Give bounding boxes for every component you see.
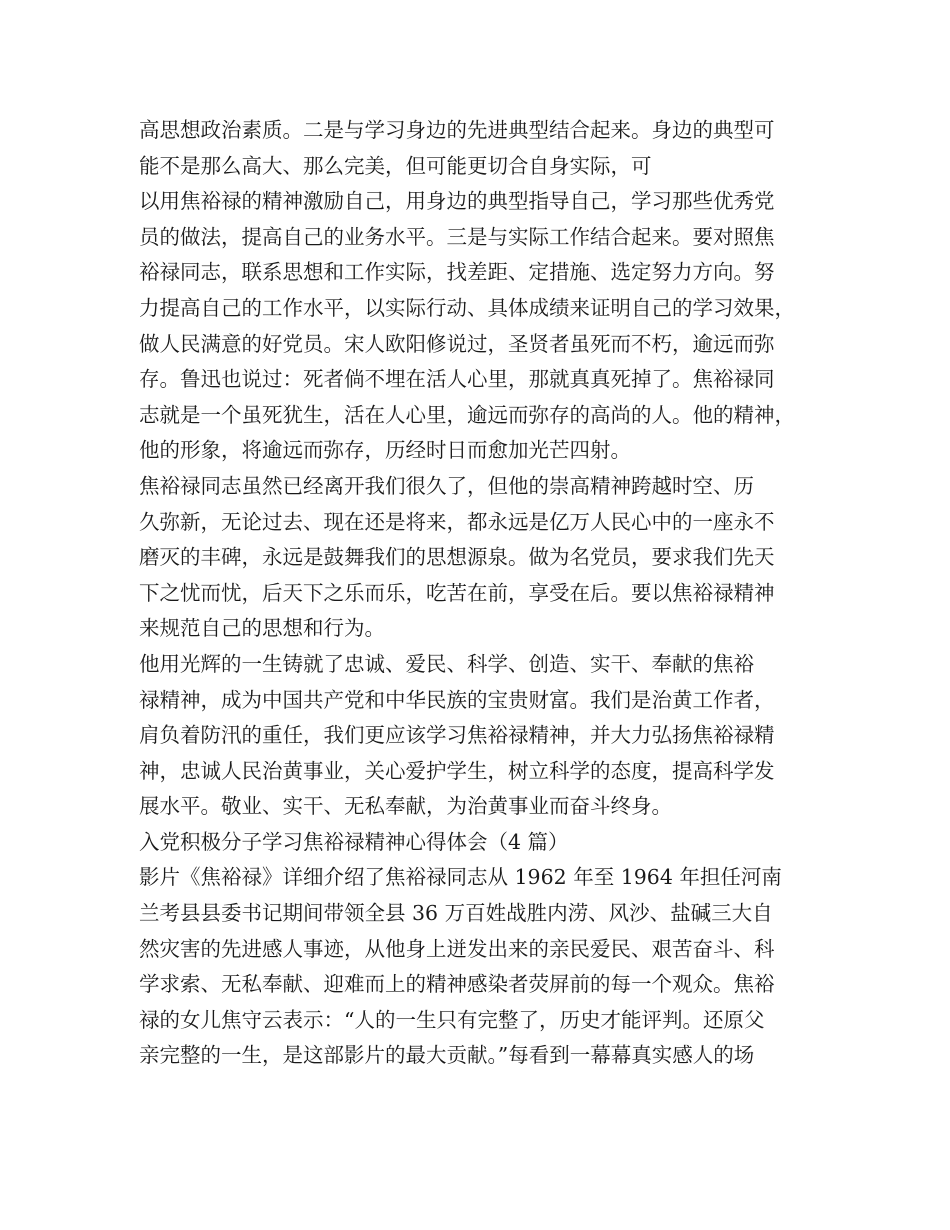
text-line: 做人民满意的好党员。宋人欧阳修说过，圣贤者虽死而不朽，逾远而弥 [139, 331, 775, 356]
text-line: 久弥新，无论过去、现在还是将来，都永远是亿万人民心中的一座永不 [139, 509, 775, 534]
text-line: 高思想政治素质。二是与学习身边的先进典型结合起来。身边的典型可 [139, 118, 775, 142]
text-line: 肩负着防汛的重任，我们更应该学习焦裕禄精神，并大力弘扬焦裕禄精 [139, 723, 775, 748]
text-line: 员的做法，提高自己的业务水平。三是与实际工作结合起来。要对照焦 [139, 224, 775, 249]
text-line: 志就是一个虽死犹生，活在人心里，逾远而弥存的高尚的人。他的精神， [139, 402, 795, 427]
text-line: 磨灭的丰碑，永远是鼓舞我们的思想源泉。做为名党员，要求我们先天 [139, 545, 775, 570]
text-line: 亲完整的一生，是这部影片的最大贡献。”每看到一幕幕真实感人的场 [139, 1043, 755, 1068]
text-line: 禄的女儿焦守云表示：“人的一生只有完整了，历史才能评判。还原父 [139, 1007, 765, 1032]
text-line: 然灾害的先进感人事迹，从他身上迸发出来的亲民爱民、艰苦奋斗、科 [139, 936, 775, 961]
text-line: 学求索、无私奉献、迎难而上的精神感染者荧屏前的每一个观众。焦裕 [139, 972, 775, 997]
text-line: 神，忠诚人民治黄事业，关心爱护学生，树立科学的态度，提高科学发 [139, 758, 775, 783]
text-line: 来规范自己的思想和行为。 [139, 616, 385, 641]
text-line: 以用焦裕禄的精神激励自己，用身边的典型指导自己，学习那些优秀党 [139, 189, 775, 214]
text-line: 裕禄同志，联系思想和工作实际，找差距、定措施、选定努力方向。努 [139, 260, 775, 285]
text-line: 展水平。敬业、实干、无私奉献，为治黄事业而奋斗终身。 [139, 794, 672, 819]
section-heading: 入党积极分子学习焦裕禄精神心得体会（4 篇） [139, 829, 569, 854]
text-line: 他用光辉的一生铸就了忠诚、爱民、科学、创造、实干、奉献的焦裕 [139, 651, 754, 676]
text-line: 下之忧而忧，后天下之乐而乐，吃苦在前，享受在后。要以焦裕禄精神 [139, 580, 775, 605]
text-line: 影片《焦裕禄》详细介绍了焦裕禄同志从 1962 年至 1964 年担任河南 [139, 865, 782, 890]
text-line: 禄精神，成为中国共产党和中华民族的宝贵财富。我们是治黄工作者， [139, 687, 775, 712]
text-line: 他的形象，将逾远而弥存，历经时日而愈加光芒四射。 [139, 438, 631, 463]
text-line: 焦裕禄同志虽然已经离开我们很久了，但他的崇高精神跨越时空、历 [139, 473, 754, 498]
text-line: 能不是那么高大、那么完美，但可能更切合自身实际，可 [139, 153, 652, 178]
text-line: 兰考县县委书记期间带领全县 36 万百姓战胜内涝、风沙、盐碱三大自 [139, 901, 773, 926]
body-text [139, 113, 829, 1074]
text-line: 存。鲁迅也说过：死者倘不埋在活人心里，那就真真死掉了。焦裕禄同 [139, 367, 775, 392]
text-line: 力提高自己的工作水平，以实际行动、具体成绩来证明自己的学习效果， [139, 295, 795, 320]
